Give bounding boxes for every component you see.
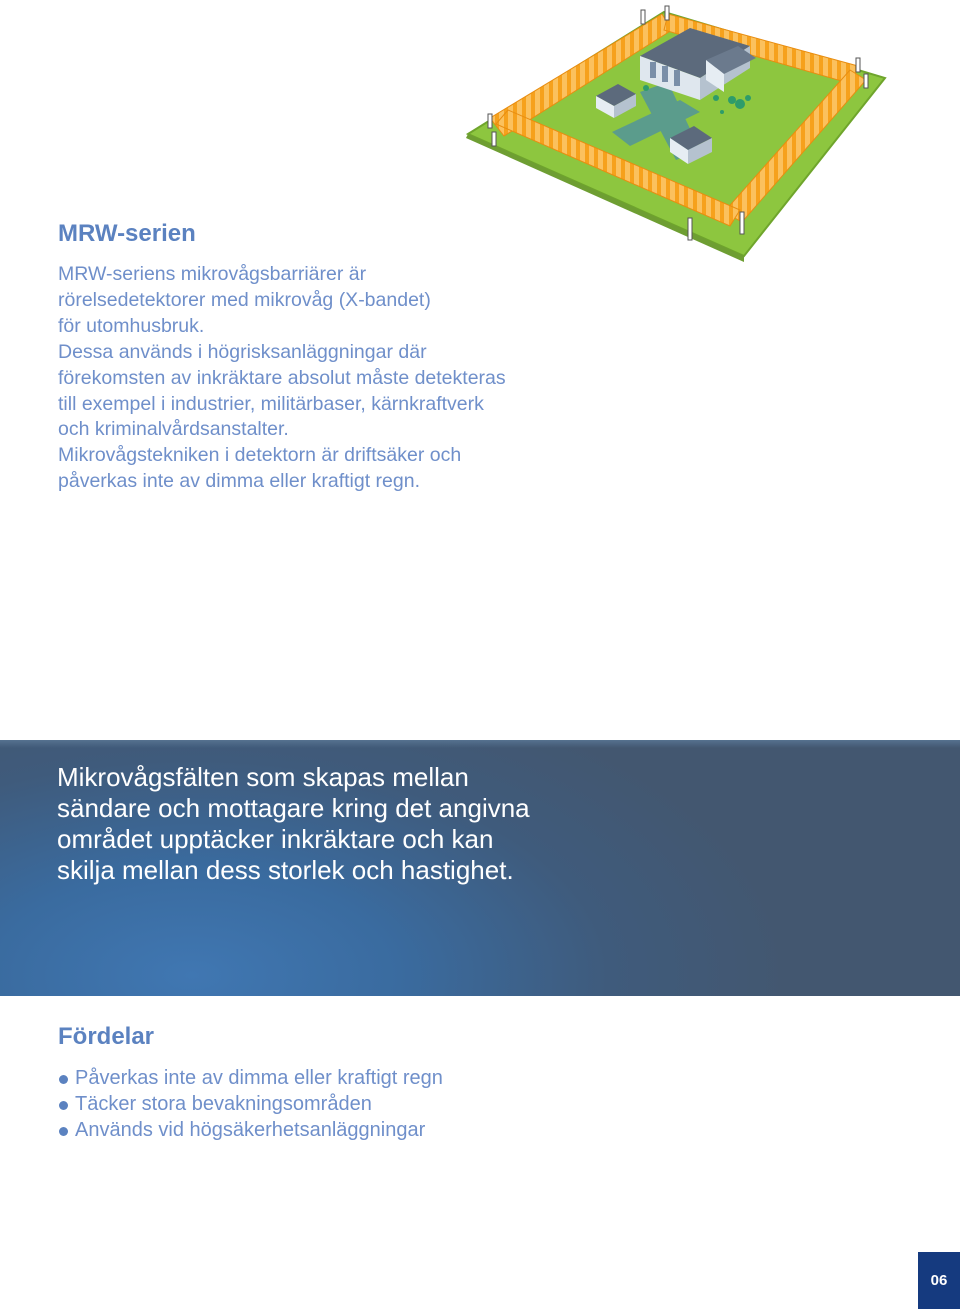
description-line: till exempel i industrier, militärbaser, kärnkraftverk: [58, 392, 484, 415]
advantage-item: Används vid högsäkerhetsanläggningar: [58, 1118, 443, 1144]
highlight-banner: [0, 740, 960, 996]
banner-line: området upptäcker inkräktare och kan: [57, 824, 494, 854]
microwave-barrier-illustration: [460, 0, 890, 262]
description-line: och kriminalvårdsanstalter.: [58, 418, 289, 441]
banner-text: [57, 762, 617, 886]
advantages-title: Fördelar: [58, 1023, 155, 1050]
banner-line: sändare och mottagare kring det angivna: [57, 793, 530, 823]
section-title: MRW-serien: [58, 220, 196, 247]
description-line: rörelsedetektorer med mikrovåg (X-bandet): [58, 288, 431, 311]
advantages-list: [58, 1066, 443, 1143]
section-description: [58, 262, 578, 495]
advantage-item: Täcker stora bevakningsområden: [58, 1092, 443, 1118]
page-number: 06: [918, 1252, 960, 1309]
description-line: påverkas inte av dimma eller kraftigt regn.: [58, 470, 420, 493]
advantage-item: Påverkas inte av dimma eller kraftigt regn: [58, 1066, 443, 1092]
banner-line: skilja mellan dess storlek och hastighet.: [57, 855, 514, 885]
description-line: Mikrovågstekniken i detektorn är driftsäker och: [58, 444, 462, 467]
description-line: Dessa används i högrisksanläggningar där: [58, 340, 427, 363]
description-line: förekomsten av inkräktare absolut måste detekteras: [58, 366, 506, 389]
description-line: för utomhusbruk.: [58, 314, 205, 337]
banner-line: Mikrovågsfälten som skapas mellan: [57, 762, 469, 792]
description-line: MRW-seriens mikrovågsbarriärer är: [58, 263, 367, 285]
